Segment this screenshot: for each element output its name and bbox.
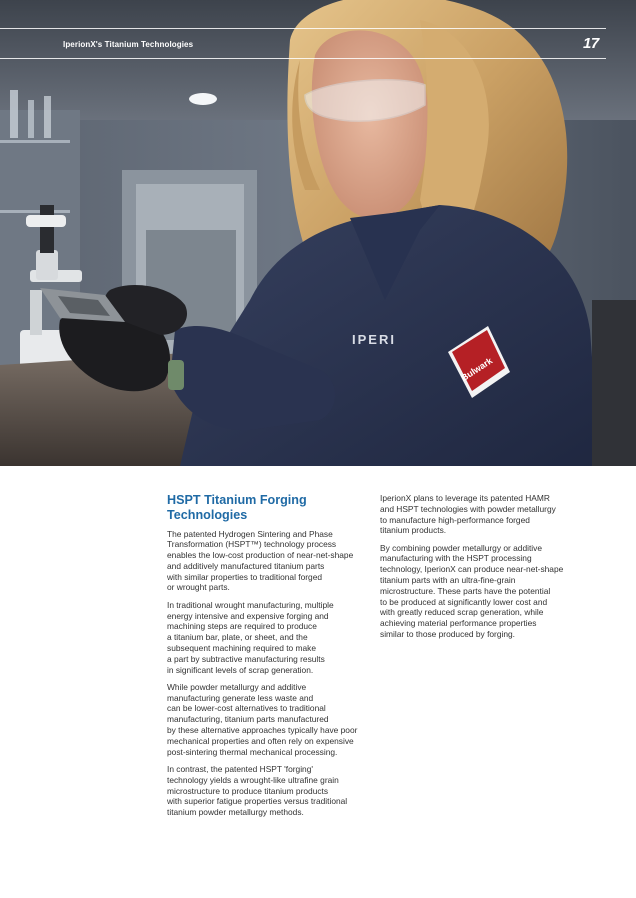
header-top-rule [0,28,606,29]
paragraph: While powder metallurgy and additive manufacturing generate less waste and can be lower-cost alternatives to traditional manufacturing, titanium parts manufactured by these alternative approaches typically have poor mechanical properties and often rely on expensive post-sintering thermal mechanical processing. [167,681,358,757]
paragraph: In contrast, the patented HSPT 'forging' technology yields a wrought-like ultrafine grain microstructure to produce titanium products with superior fatigue properties versus traditional titanium powder metallurgy methods. [167,763,348,818]
running-header-title: IperionX's Titanium Technologies [63,40,194,49]
paragraph: In traditional wrought manufacturing, multiple energy intensive and expensive forging and machining steps are required to produce a titanium bar, plate, or sheet, and the subsequent machining required to make a part by subtractive manufacturing results in significant levels of scrap generation. [167,599,334,675]
paragraph: IperionX plans to leverage its patented HAMR and HSPT technologies with powder metallurgy to manufacture high-performance forged titanium products. [380,493,556,536]
paragraph: The patented Hydrogen Sintering and Phase Transformation (HSPT™) technology process enables the low-cost production of near-net-shape and additively manufactured titanium parts with similar properties to traditional forged or wrought parts. [167,528,354,593]
header-bottom-rule [0,58,606,59]
section-heading: HSPT Titanium Forging Technologies [167,493,307,522]
left-column [167,493,367,824]
patch-text: Bulwark [459,355,495,384]
right-column [380,493,580,646]
jacket-logo: IPERI [352,332,396,347]
paragraph: By combining powder metallurgy or additive manufacturing with the HSPT processing technology, IperionX can produce near-net-shape titanium parts with an ultra-fine-grain microstructure. These parts have the potential to be produced at significantly lower cost and with greatly reduced scrap generation, while achieving material performance properties similar to those produced by forging. [380,542,564,640]
page-number: 17 [583,35,599,52]
